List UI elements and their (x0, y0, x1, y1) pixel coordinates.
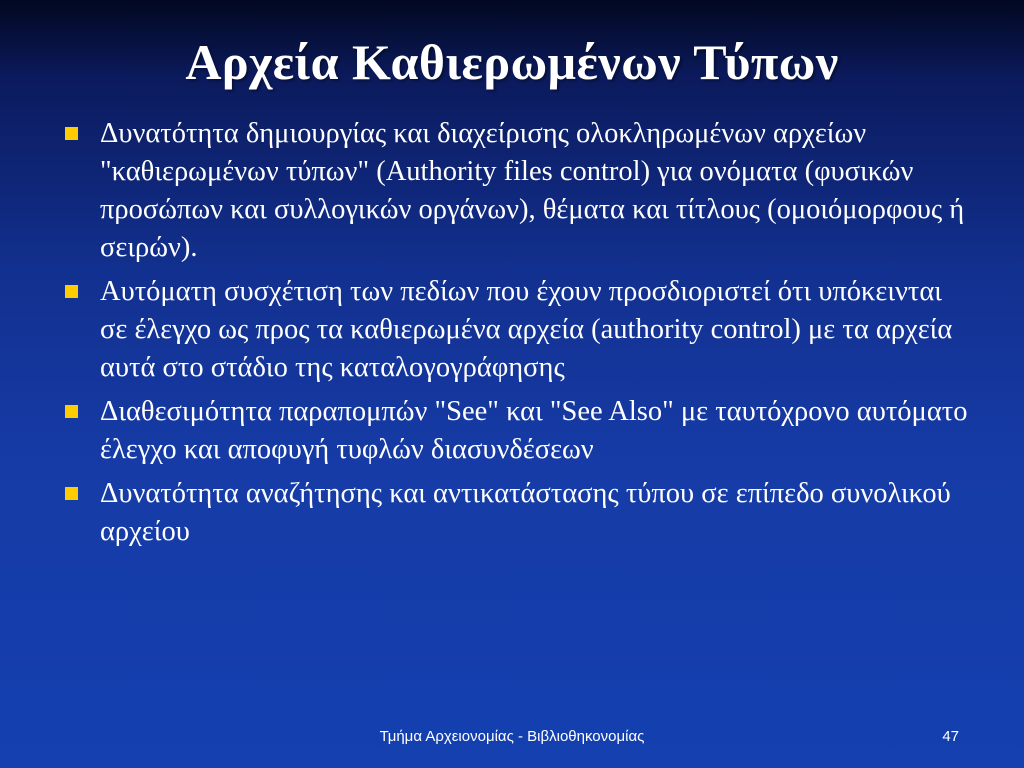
list-item (60, 273, 970, 387)
bullet-text: Διαθεσιμότητα παραπομπών "See" και "See Also" με ταυτόχρονο αυτόματο έλεγχο και αποφυγή τυφλών διασυνδέσεων (100, 396, 968, 465)
list-item (60, 115, 970, 267)
square-bullet-icon (65, 285, 78, 298)
bullet-text: Δυνατότητα δημιουργίας και διαχείρισης ολοκληρωμένων αρχείων "καθιερωμένων τύπων" (Authority files control) για ονόματα (φυσικών προσώπων και συλλογικών οργάνων), θέματα και τίτλους (ομοιόμορφους ή σειρών). (100, 118, 965, 263)
slide-footer: Τμήμα Αρχειονομίας - Βιβλιοθηκονομίας (379, 728, 645, 745)
square-bullet-icon (65, 487, 78, 500)
slide-title: Αρχεία Καθιερωμένων Τύπων (185, 34, 839, 90)
bullet-list (60, 115, 970, 557)
list-item (60, 393, 970, 469)
list-item (60, 475, 970, 551)
bullet-text: Δυνατότητα αναζήτησης και αντικατάστασης τύπου σε επίπεδο συνολικού αρχείου (100, 478, 951, 547)
page-number: 47 (942, 728, 959, 745)
bullet-text: Αυτόματη συσχέτιση των πεδίων που έχουν προσδιοριστεί ότι υπόκεινται σε έλεγχο ως προς τα καθιερωμένα αρχεία (authority control) με τα αρχεία αυτά στο στάδιο της καταλογογράφησης (100, 276, 953, 383)
square-bullet-icon (65, 127, 78, 140)
square-bullet-icon (65, 405, 78, 418)
